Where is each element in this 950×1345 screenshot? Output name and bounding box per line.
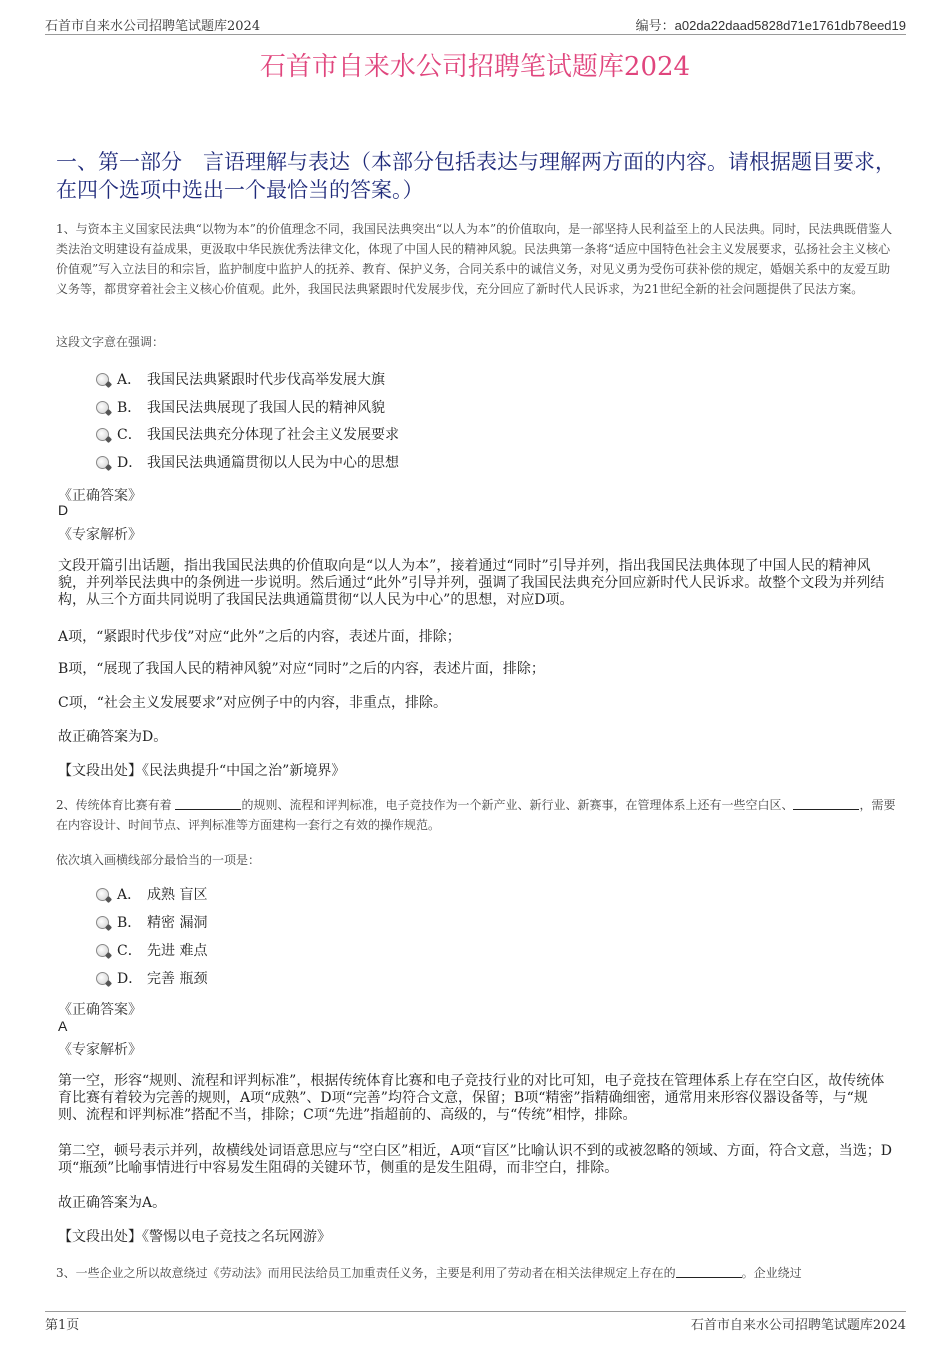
question-1-analysis-4: C项，“社会主义发展要求”对应例子中的内容，非重点，排除。 [58,695,448,711]
radio-icon[interactable] [96,972,109,985]
option-text: 我国民法典通篇贯彻以人民为中心的思想 [147,455,399,471]
question-3-text-a: 3、一些企业之所以故意绕过《劳动法》而用民法给员工加重责任义务，主要是利用了劳动者在相关法律规定上存在的 [56,1266,676,1280]
radio-icon[interactable] [96,916,109,929]
option-letter: C． [117,943,142,959]
section-title: 一、第一部分 言语理解与表达（本部分包括表达与理解两方面的内容。请根据题目要求，在四个选项中选出一个最恰当的答案。） [56,150,896,202]
question-1-source: 【文段出处】《民法典提升“中国之治”新境界》 [58,763,346,779]
question-2-text-a: 2、传统体育比赛有着 [56,798,172,812]
option-letter: A． [117,372,142,388]
option-text: 先进 难点 [147,943,208,959]
option-text: 成熟 盲区 [147,887,208,903]
option-letter: B． [117,915,142,931]
question-1-analysis-1: 文段开篇引出话题，指出我国民法典的价值取向是“以人为本”，接着通过“同时”引导并列，指出我国民法典体现了中国人民的精神风貌，并列举民法典中的条例进一步说明。然后通过“此外”引导并列，强调了我国民法典充分回应新时代人民诉求。故整个文段为并列结构，从三个方面共同说明了我国民法典通篇贯彻“以人民为中心”的思想，对应D项。 [58,558,885,608]
question-1-text: 1、与资本主义国家民法典“以物为本”的价值理念不同，我国民法典突出“以人为本”的价值取向，是一部坚持人民利益至上的人民法典。同时，民法典既借鉴人类法治文明建设有益成果，更汲取中华民族优秀法律文化，体现了中国人民的精神风貌。民法典第一条将“适应中国特色社会主义发展要求，弘扬社会主义核心价值观”写入立法目的和宗旨，监护制度中监护人的抚养、教育、保护义务，合同关系中的诚信义务，对见义勇为受伤可获补偿的规定，婚姻关系中的友爱互助义务等，都贯穿着社会主义核心价值观。此外，我国民法典紧跟时代发展步伐，充分回应了新时代人民诉求，为21世纪全新的社会问题提供了民法方案。 [56,222,893,296]
footer-divider [45,1311,906,1312]
header-serial [636,15,906,34]
question-2-analysis-2: 第二空，顿号表示并列，故横线处词语意思应与“空白区”相近，A项“盲区”比喻认识不到的或被忽略的领域、方面，符合文意，当选；D项“瓶颈”比喻事情进行中容易发生阻碍的关键环节，侧重的是发生阻碍，而非空白，排除。 [58,1143,892,1176]
fill-blank [175,797,241,810]
header-doc-title: 石首市自来水公司招聘笔试题库2024 [45,19,261,34]
question-1-analysis-2: A项，“紧跟时代步伐”对应“此外”之后的内容，表述片面，排除； [58,629,461,645]
page-number: 第1页 [45,1318,80,1333]
option-letter: B． [117,400,142,416]
expert-analysis-label: 《专家解析》 [58,527,142,543]
question-1-option-a[interactable] [96,370,385,390]
serial-label: 编号： [635,19,675,34]
question-1-option-b[interactable] [96,398,385,418]
page-title: 石首市自来水公司招聘笔试题库2024 [259,52,691,82]
option-text: 精密 漏洞 [147,915,208,931]
option-text: 我国民法典展现了我国人民的精神风貌 [147,400,385,416]
correct-answer-label: 《正确答案》 [58,1002,142,1018]
option-letter: D． [117,455,143,471]
radio-icon[interactable] [96,401,109,414]
option-text: 完善 瓶颈 [147,971,208,987]
question-2-source: 【文段出处】《警惕以电子竞技之名玩网游》 [58,1229,331,1245]
question-2-text [56,795,896,835]
question-3-text [56,1263,896,1283]
option-text: 我国民法典充分体现了社会主义发展要求 [147,427,399,443]
question-1-answer: D [58,502,69,518]
correct-answer-label: 《正确答案》 [58,488,142,504]
question-2-text-c: ，需要在内容设计、时间节点、评判标准等方面建构一套行之有效的操作规范。 [56,798,896,832]
question-1-option-d[interactable] [96,453,399,473]
question-1-analysis-3: B项，“展现了我国人民的精神风貌”对应“同时”之后的内容，表述片面，排除； [58,661,545,677]
question-2-text-b: 的规则、流程和评判标准，电子竞技作为一个新产业、新行业、新赛事，在管理体系上还有一些空白区、 [241,798,794,812]
serial-value: a02da22daad5828d71e1761db78eed19 [674,18,906,33]
radio-icon[interactable] [96,428,109,441]
fill-blank [676,1265,742,1278]
expert-analysis-label: 《专家解析》 [58,1042,142,1058]
fill-blank [793,797,859,810]
option-letter: D． [117,971,143,987]
question-1-option-c[interactable] [96,425,399,445]
option-letter: A． [117,887,142,903]
question-2-answer: A [58,1018,68,1034]
radio-icon[interactable] [96,456,109,469]
question-2-analysis-1: 第一空，形容“规则、流程和评判标准”，根据传统体育比赛和电子竞技行业的对比可知，电子竞技在管理体系上存在空白区，故传统体育比赛有着较为完善的规则，A项“成熟”、D项“完善”均符合文意，保留；B项“精密”指精确细密，通常用来形容仪器设备等，与“规则、流程和评判标准”搭配不当，排除；C项“先进”指超前的、高级的，与“传统”相悖，排除。 [58,1073,885,1123]
option-letter: C． [117,427,142,443]
question-2-option-a[interactable] [96,885,207,905]
radio-icon[interactable] [96,373,109,386]
question-2-option-d[interactable] [96,969,207,989]
question-1-prompt: 这段文字意在强调： [56,335,165,349]
footer-doc-title: 石首市自来水公司招聘笔试题库2024 [690,1318,906,1333]
question-2-analysis-3: 故正确答案为A。 [58,1195,167,1211]
radio-icon[interactable] [96,944,109,957]
header-divider [45,34,906,35]
question-2-prompt: 依次填入画横线部分最恰当的一项是： [56,853,261,867]
option-text: 我国民法典紧跟时代步伐高举发展大旗 [147,372,385,388]
question-2-option-b[interactable] [96,913,207,933]
question-1-analysis-5: 故正确答案为D。 [58,729,168,745]
question-2-option-c[interactable] [96,941,207,961]
radio-icon[interactable] [96,888,109,901]
question-3-text-b: 。企业绕过 [741,1266,802,1280]
